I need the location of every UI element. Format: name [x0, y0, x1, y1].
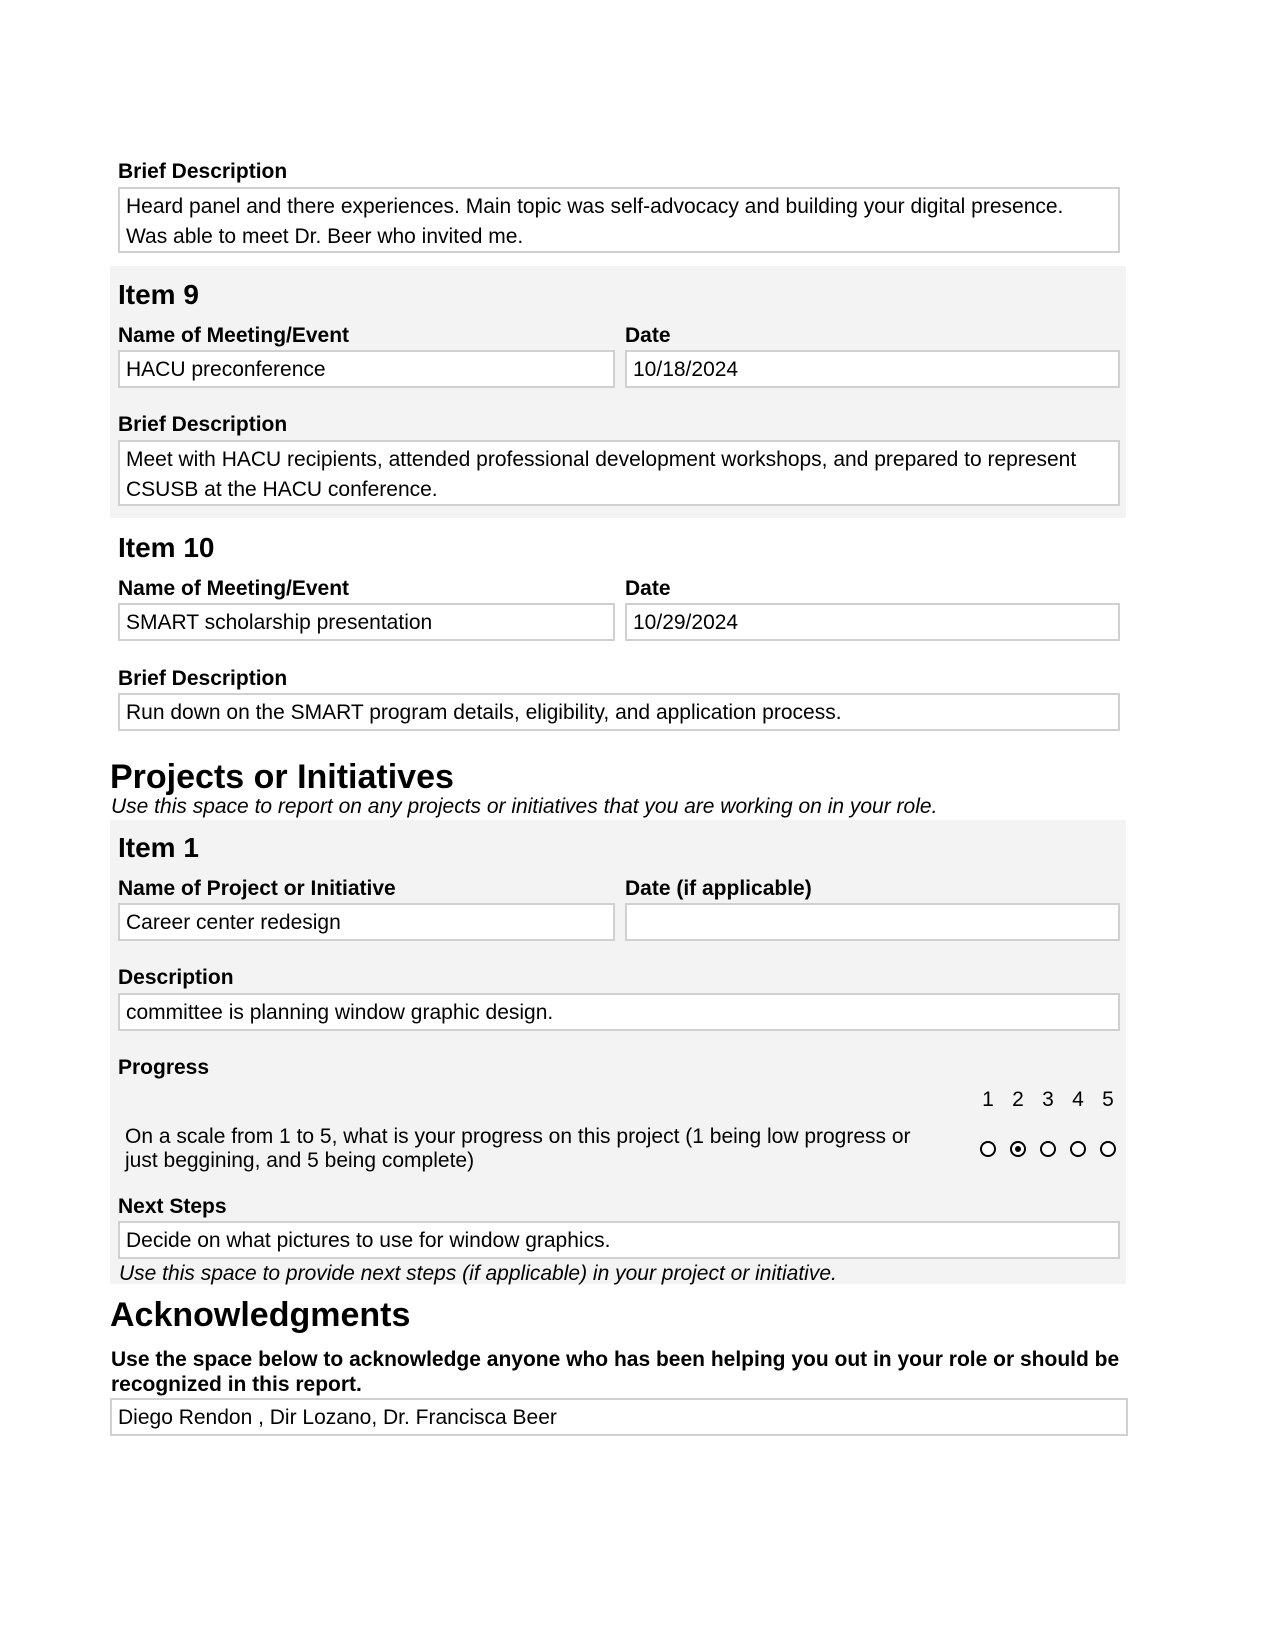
item9-description-field[interactable]: Meet with HACU recipients, attended professional development workshops, and prepared to represent CSUSB at the HACU conference. [118, 440, 1120, 506]
acknowledgments-field[interactable]: Diego Rendon , Dir Lozano, Dr. Francisca Beer [110, 1398, 1128, 1436]
project-name-label: Name of Project or Initiative [118, 877, 396, 900]
item10-description-field[interactable]: Run down on the SMART program details, eligibility, and application process. [118, 693, 1120, 731]
item9-name-field[interactable]: HACU preconference [118, 350, 615, 388]
next-steps-hint: Use this space to provide next steps (if applicable) in your project or initiative. [119, 1262, 837, 1285]
projects-section-subtitle: Use this space to report on any projects or initiatives that you are working on in your role. [111, 795, 938, 818]
project-description-label: Description [118, 966, 234, 989]
progress-radio-4[interactable] [1070, 1141, 1086, 1157]
next-steps-field[interactable]: Decide on what pictures to use for window graphics. [118, 1221, 1120, 1259]
project-item1-heading: Item 1 [118, 832, 199, 863]
project-name-field[interactable]: Career center redesign [118, 903, 615, 941]
scale-label-3: 3 [1042, 1088, 1054, 1111]
project-date-label: Date (if applicable) [625, 877, 812, 900]
progress-radio-1[interactable] [980, 1141, 996, 1157]
item9-name-label: Name of Meeting/Event [118, 324, 350, 347]
item10-date-field[interactable]: 10/29/2024 [625, 603, 1120, 641]
acknowledgments-title: Acknowledgments [110, 1296, 411, 1334]
projects-section-title: Projects or Initiatives [110, 758, 454, 796]
item9-date-field[interactable]: 10/18/2024 [625, 350, 1120, 388]
item10-heading: Item 10 [118, 532, 215, 563]
item10-description-label: Brief Description [118, 667, 288, 690]
item10-name-label: Name of Meeting/Event [118, 577, 350, 600]
scale-label-5: 5 [1102, 1088, 1114, 1111]
scale-label-2: 2 [1012, 1088, 1024, 1111]
item9-description-label: Brief Description [118, 413, 288, 436]
item8-description-label: Brief Description [118, 160, 288, 183]
progress-radio-5[interactable] [1100, 1141, 1116, 1157]
item9-date-label: Date [625, 324, 671, 347]
item9-heading: Item 9 [118, 279, 199, 310]
item8-description-field[interactable]: Heard panel and there experiences. Main topic was self-advocacy and building your digital presence. Was able to meet Dr. Beer who invited me. [118, 187, 1120, 253]
scale-label-1: 1 [982, 1088, 994, 1111]
next-steps-label: Next Steps [118, 1195, 227, 1218]
progress-question: On a scale from 1 to 5, what is your progress on this project (1 being low progress or just beggining, and 5 being complete) [125, 1125, 911, 1172]
scale-label-4: 4 [1072, 1088, 1084, 1111]
progress-label: Progress [118, 1056, 210, 1079]
project-date-field[interactable] [625, 903, 1120, 941]
item10-name-field[interactable]: SMART scholarship presentation [118, 603, 615, 641]
project-description-field[interactable]: committee is planning window graphic design. [118, 993, 1120, 1031]
progress-radio-2[interactable] [1010, 1141, 1026, 1157]
item10-date-label: Date [625, 577, 671, 600]
progress-radio-3[interactable] [1040, 1141, 1056, 1157]
acknowledgments-prompt: Use the space below to acknowledge anyone who has been helping you out in your role or should be recognized in this report. [111, 1348, 1120, 1396]
